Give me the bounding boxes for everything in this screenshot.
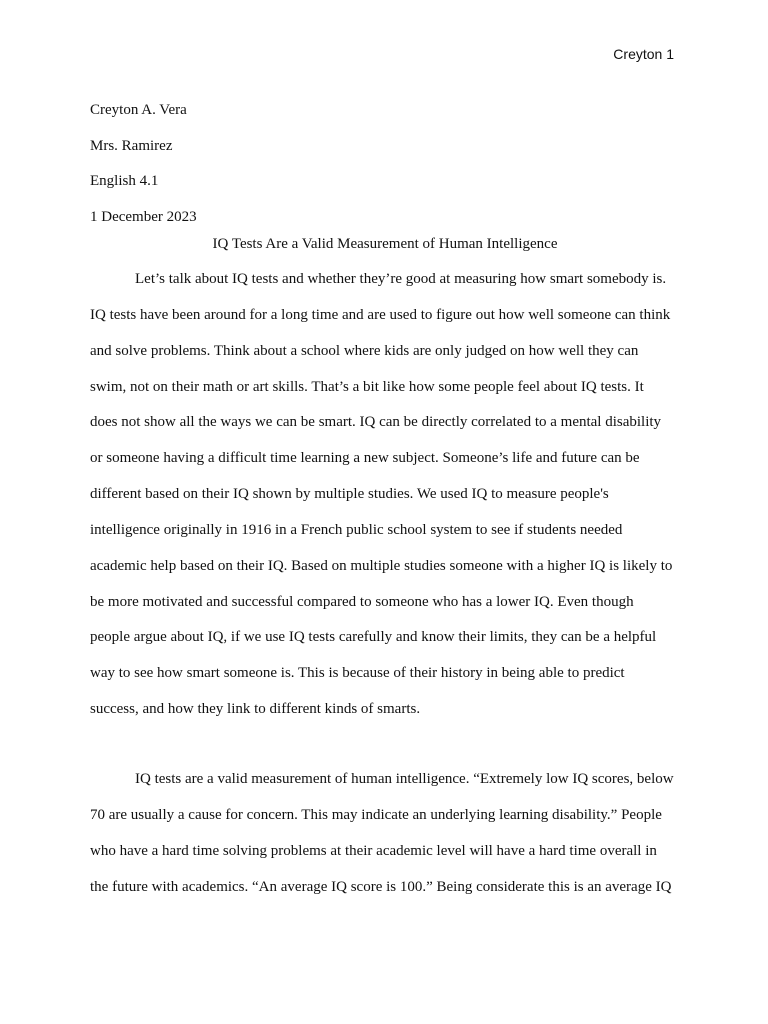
heading-block: [90, 93, 680, 235]
paragraph-line: Let’s talk about IQ tests and whether they’re good at measuring how smart somebody is.: [135, 271, 667, 287]
paragraph-line: the future with academics. “An average IQ score is 100.” Being considerate this is an average IQ: [90, 878, 672, 895]
paragraph-line: be more motivated and successful compared to someone who has a lower IQ. Even though: [90, 593, 634, 610]
paragraph-line: intelligence originally in 1916 in a French public school system to see if students needed: [90, 521, 623, 538]
paragraph-line: does not show all the ways we can be smart. IQ can be directly correlated to a mental disability: [90, 414, 662, 431]
paragraph-line: or someone having a difficult time learning a new subject. Someone’s life and future can be: [90, 450, 640, 467]
paragraph-1: [90, 262, 680, 728]
paragraph-line: and solve problems. Think about a school where kids are only judged on how well they can: [90, 342, 639, 359]
paragraph-line: who have a hard time solving problems at their academic level will have a hard time overall in: [90, 842, 657, 859]
running-head: Creyton 1: [613, 46, 674, 62]
paragraph-line: academic help based on their IQ. Based on multiple studies someone with a higher IQ is likely to: [90, 557, 673, 574]
essay-title: IQ Tests Are a Valid Measurement of Human Intelligence: [212, 236, 558, 252]
teacher-name: Mrs. Ramirez: [90, 137, 173, 154]
paragraph-line: people argue about IQ, if we use IQ tests carefully and know their limits, they can be a helpful: [90, 629, 657, 646]
paragraph-line: 70 are usually a cause for concern. This may indicate an underlying learning disability.” People: [90, 806, 662, 823]
course-name: English 4.1: [90, 173, 159, 189]
paragraph-line: way to see how smart someone is. This is because of their history in being able to predict: [90, 665, 625, 682]
paragraph-line: IQ tests have been around for a long time and are used to figure out how well someone can think: [90, 306, 671, 323]
student-name: Creyton A. Vera: [90, 102, 187, 118]
paragraph-line: IQ tests are a valid measurement of human intelligence. “Extremely low IQ scores, below: [135, 771, 674, 787]
essay-date: 1 December 2023: [90, 208, 197, 225]
paragraph-line: swim, not on their math or art skills. That’s a bit like how some people feel about IQ tests. It: [90, 378, 644, 395]
paragraph-line: success, and how they link to different kinds of smarts.: [90, 701, 421, 718]
paragraph-2: [90, 762, 680, 905]
paragraph-line: different based on their IQ shown by multiple studies. We used IQ to measure people's: [90, 486, 609, 503]
